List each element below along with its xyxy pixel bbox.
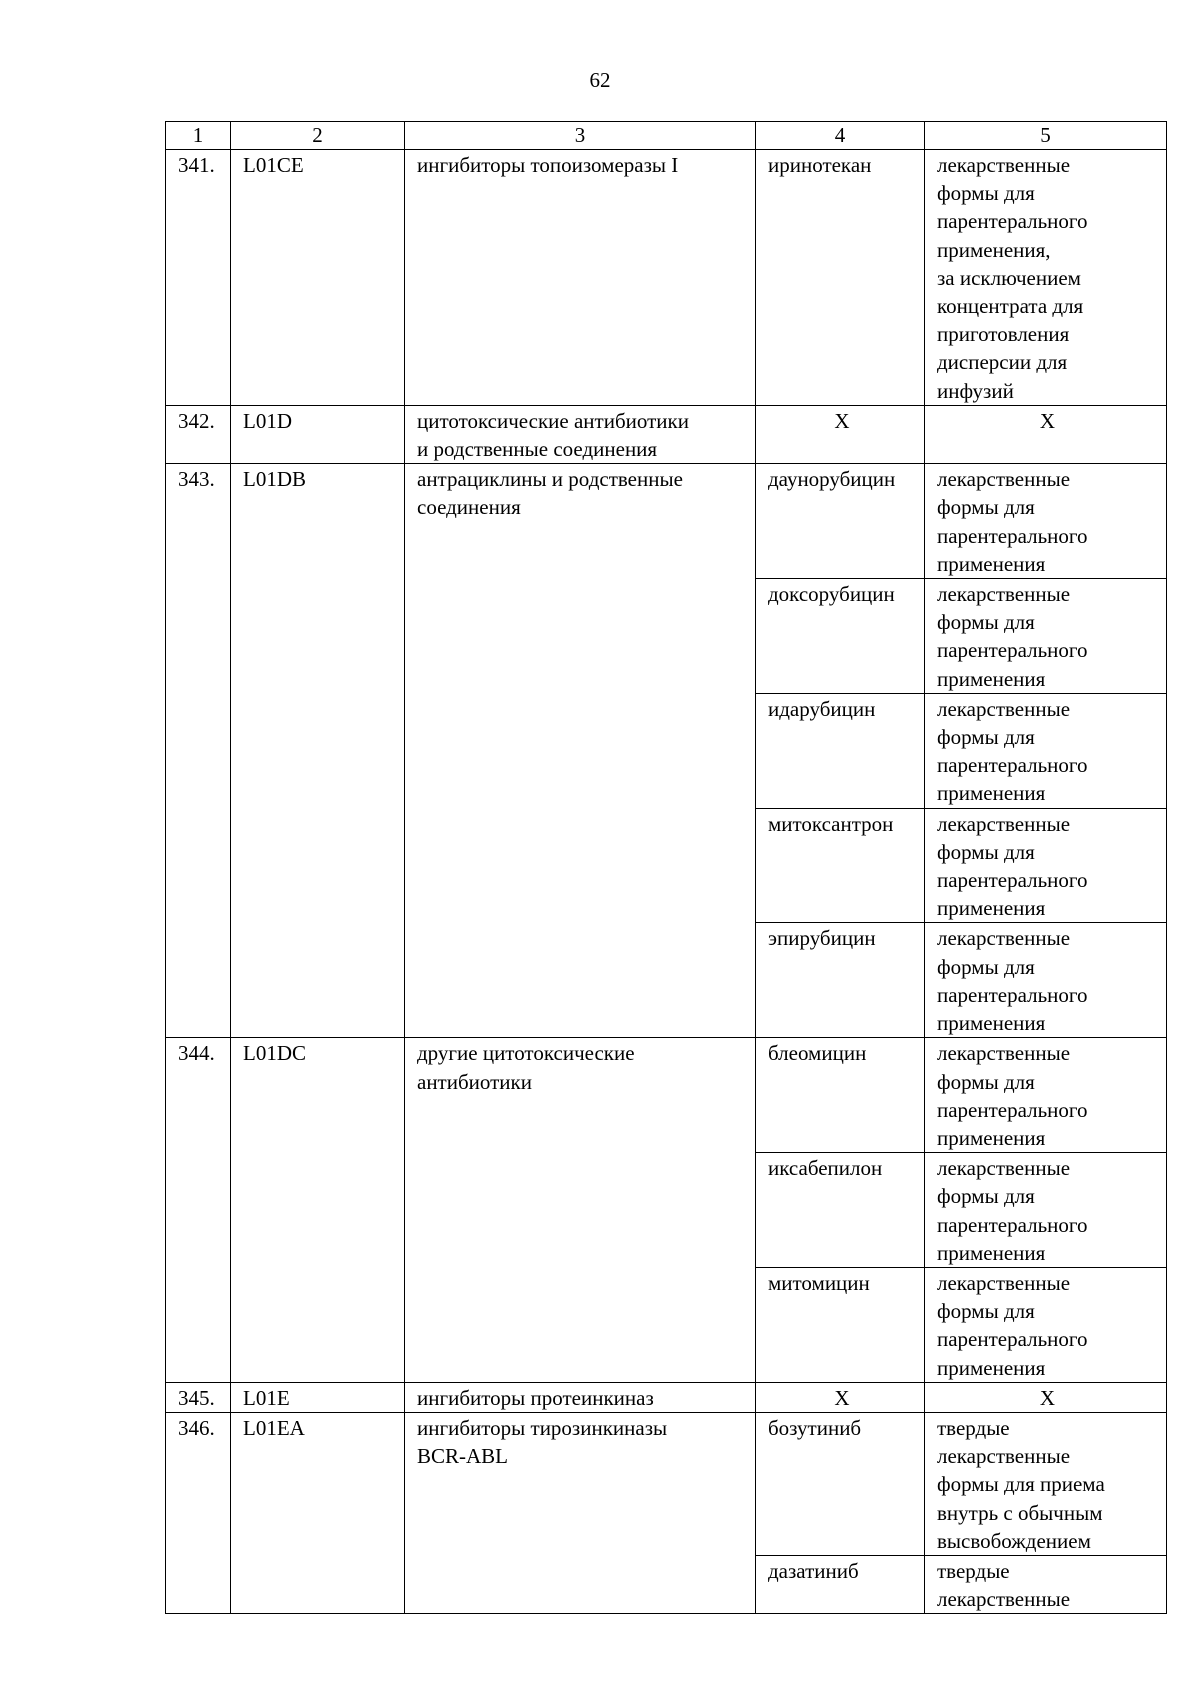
drug-name-cell-text: митомицин bbox=[768, 1270, 870, 1295]
dosage-form-cell-text: лекарственные формы для парентерального применения bbox=[937, 1270, 1088, 1380]
dosage-form-cell-text: X bbox=[1039, 408, 1056, 433]
dosage-form-cell-text: лекарственные формы для парентерального применения bbox=[937, 1041, 1088, 1150]
drug-name-cell-text: идарубицин bbox=[768, 696, 876, 721]
drug-name-cell bbox=[756, 1382, 925, 1412]
dosage-form-cell-text: X bbox=[1039, 1385, 1056, 1410]
drug-name-cell bbox=[756, 693, 925, 808]
group-name-cell-text: другие цитотоксические антибиотики bbox=[417, 1041, 635, 1094]
dosage-form-cell-text: лекарственные формы для парентерального применения bbox=[937, 811, 1088, 921]
atc-code-cell bbox=[231, 150, 405, 406]
group-name-cell bbox=[405, 1038, 756, 1382]
drug-name-cell-text: эпирубицин bbox=[768, 926, 876, 951]
row-number-cell bbox=[166, 1412, 231, 1613]
dosage-form-cell-text: лекарственные формы для парентерального применения bbox=[937, 1156, 1088, 1265]
dosage-form-cell bbox=[925, 1267, 1167, 1382]
medicines-table bbox=[165, 121, 1167, 1614]
atc-code-cell-text: L01CE bbox=[243, 153, 304, 177]
group-name-cell-text: цитотоксические антибиотики и родственные соединения bbox=[417, 408, 689, 462]
table-row bbox=[166, 464, 1167, 579]
atc-code-cell bbox=[231, 464, 405, 1038]
drug-name-cell bbox=[756, 1038, 925, 1153]
table-row bbox=[166, 1382, 1167, 1412]
drug-name-cell-text: даунорубицин bbox=[768, 467, 896, 492]
group-name-cell bbox=[405, 464, 756, 1038]
drug-name-cell bbox=[756, 405, 925, 463]
row-number-cell-text: 346. bbox=[178, 1415, 215, 1440]
column-header: 5 bbox=[925, 122, 1167, 150]
column-header: 3 bbox=[405, 122, 756, 150]
group-name-cell-text: ингибиторы топоизомеразы I bbox=[417, 153, 679, 177]
group-name-cell bbox=[405, 405, 756, 463]
row-number-cell-text: 342. bbox=[178, 408, 215, 433]
dosage-form-cell bbox=[925, 1153, 1167, 1268]
row-number-cell-text: 344. bbox=[178, 1041, 215, 1066]
drug-name-cell-text: иринотекан bbox=[768, 153, 872, 177]
dosage-form-cell-text: твердые лекарственные bbox=[937, 1558, 1071, 1612]
drug-name-cell-text: митоксантрон bbox=[768, 811, 894, 836]
dosage-form-cell bbox=[925, 150, 1167, 406]
dosage-form-cell bbox=[925, 464, 1167, 579]
table-row bbox=[166, 405, 1167, 463]
atc-code-cell-text: L01D bbox=[243, 408, 292, 433]
dosage-form-cell-text: твердые лекарственные формы для приема внутрь с обычным высвобождением bbox=[937, 1415, 1105, 1553]
row-number-cell bbox=[166, 1038, 231, 1382]
group-name-cell-text: ингибиторы протеинкиназ bbox=[417, 1385, 654, 1410]
group-name-cell bbox=[405, 1412, 756, 1613]
drug-name-cell-text: дазатиниб bbox=[768, 1558, 859, 1583]
atc-code-cell-text: L01DC bbox=[243, 1041, 306, 1066]
group-name-cell-text: ингибиторы тирозинкиназы BCR-ABL bbox=[417, 1415, 668, 1469]
dosage-form-cell bbox=[925, 693, 1167, 808]
table-header-row bbox=[166, 122, 1167, 150]
dosage-form-cell-text: лекарственные формы для парентерального применения bbox=[937, 926, 1088, 1036]
row-number-cell bbox=[166, 464, 231, 1038]
drug-name-cell bbox=[756, 1412, 925, 1555]
drug-name-cell-text: иксабепилон bbox=[768, 1156, 883, 1181]
atc-code-cell-text: L01E bbox=[243, 1385, 290, 1410]
dosage-form-cell-text: лекарственные формы для парентерального применения bbox=[937, 696, 1088, 806]
drug-name-cell bbox=[756, 923, 925, 1038]
dosage-form-cell bbox=[925, 1038, 1167, 1153]
column-header: 1 bbox=[166, 122, 231, 150]
dosage-form-cell-text: лекарственные формы для парентерального применения bbox=[937, 467, 1088, 576]
group-name-cell-text: антрациклины и родственные соединения bbox=[417, 467, 683, 520]
drug-name-cell bbox=[756, 1555, 925, 1613]
table-row bbox=[166, 1412, 1167, 1555]
drug-name-cell bbox=[756, 150, 925, 406]
atc-code-cell-text: L01DB bbox=[243, 467, 306, 492]
table-row bbox=[166, 1038, 1167, 1153]
drug-name-cell bbox=[756, 464, 925, 579]
dosage-form-cell bbox=[925, 1555, 1167, 1613]
atc-code-cell bbox=[231, 1382, 405, 1412]
row-number-cell-text: 343. bbox=[178, 467, 215, 492]
table-row bbox=[166, 150, 1167, 406]
drug-name-cell bbox=[756, 579, 925, 694]
row-number-cell bbox=[166, 1382, 231, 1412]
row-number-cell bbox=[166, 405, 231, 463]
row-number-cell-text: 345. bbox=[178, 1385, 215, 1410]
row-number-cell bbox=[166, 150, 231, 406]
atc-code-cell bbox=[231, 1038, 405, 1382]
dosage-form-cell bbox=[925, 579, 1167, 694]
drug-name-cell bbox=[756, 1153, 925, 1268]
row-number-cell-text: 341. bbox=[178, 153, 215, 177]
column-header: 4 bbox=[756, 122, 925, 150]
drug-name-cell-text: X bbox=[834, 408, 850, 433]
page-number: 62 bbox=[589, 68, 611, 92]
dosage-form-cell bbox=[925, 405, 1167, 463]
group-name-cell bbox=[405, 150, 756, 406]
drug-name-cell-text: X bbox=[834, 1385, 850, 1410]
atc-code-cell bbox=[231, 1412, 405, 1613]
drug-name-cell bbox=[756, 808, 925, 923]
drug-name-cell bbox=[756, 1267, 925, 1382]
dosage-form-cell-text: лекарственные формы для парентерального применения bbox=[937, 582, 1088, 691]
group-name-cell bbox=[405, 1382, 756, 1412]
dosage-form-cell bbox=[925, 923, 1167, 1038]
atc-code-cell-text: L01EA bbox=[243, 1415, 305, 1440]
atc-code-cell bbox=[231, 405, 405, 463]
drug-name-cell-text: бозутиниб bbox=[768, 1415, 862, 1440]
column-header: 2 bbox=[231, 122, 405, 150]
drug-name-cell-text: доксорубицин bbox=[768, 582, 895, 607]
dosage-form-cell bbox=[925, 1382, 1167, 1412]
dosage-form-cell bbox=[925, 808, 1167, 923]
dosage-form-cell-text: лекарственные формы для парентерального применения, за исключением концентрата для приготовления дисперсии для инфузий bbox=[937, 153, 1088, 403]
drug-name-cell-text: блеомицин bbox=[768, 1041, 867, 1066]
dosage-form-cell bbox=[925, 1412, 1167, 1555]
